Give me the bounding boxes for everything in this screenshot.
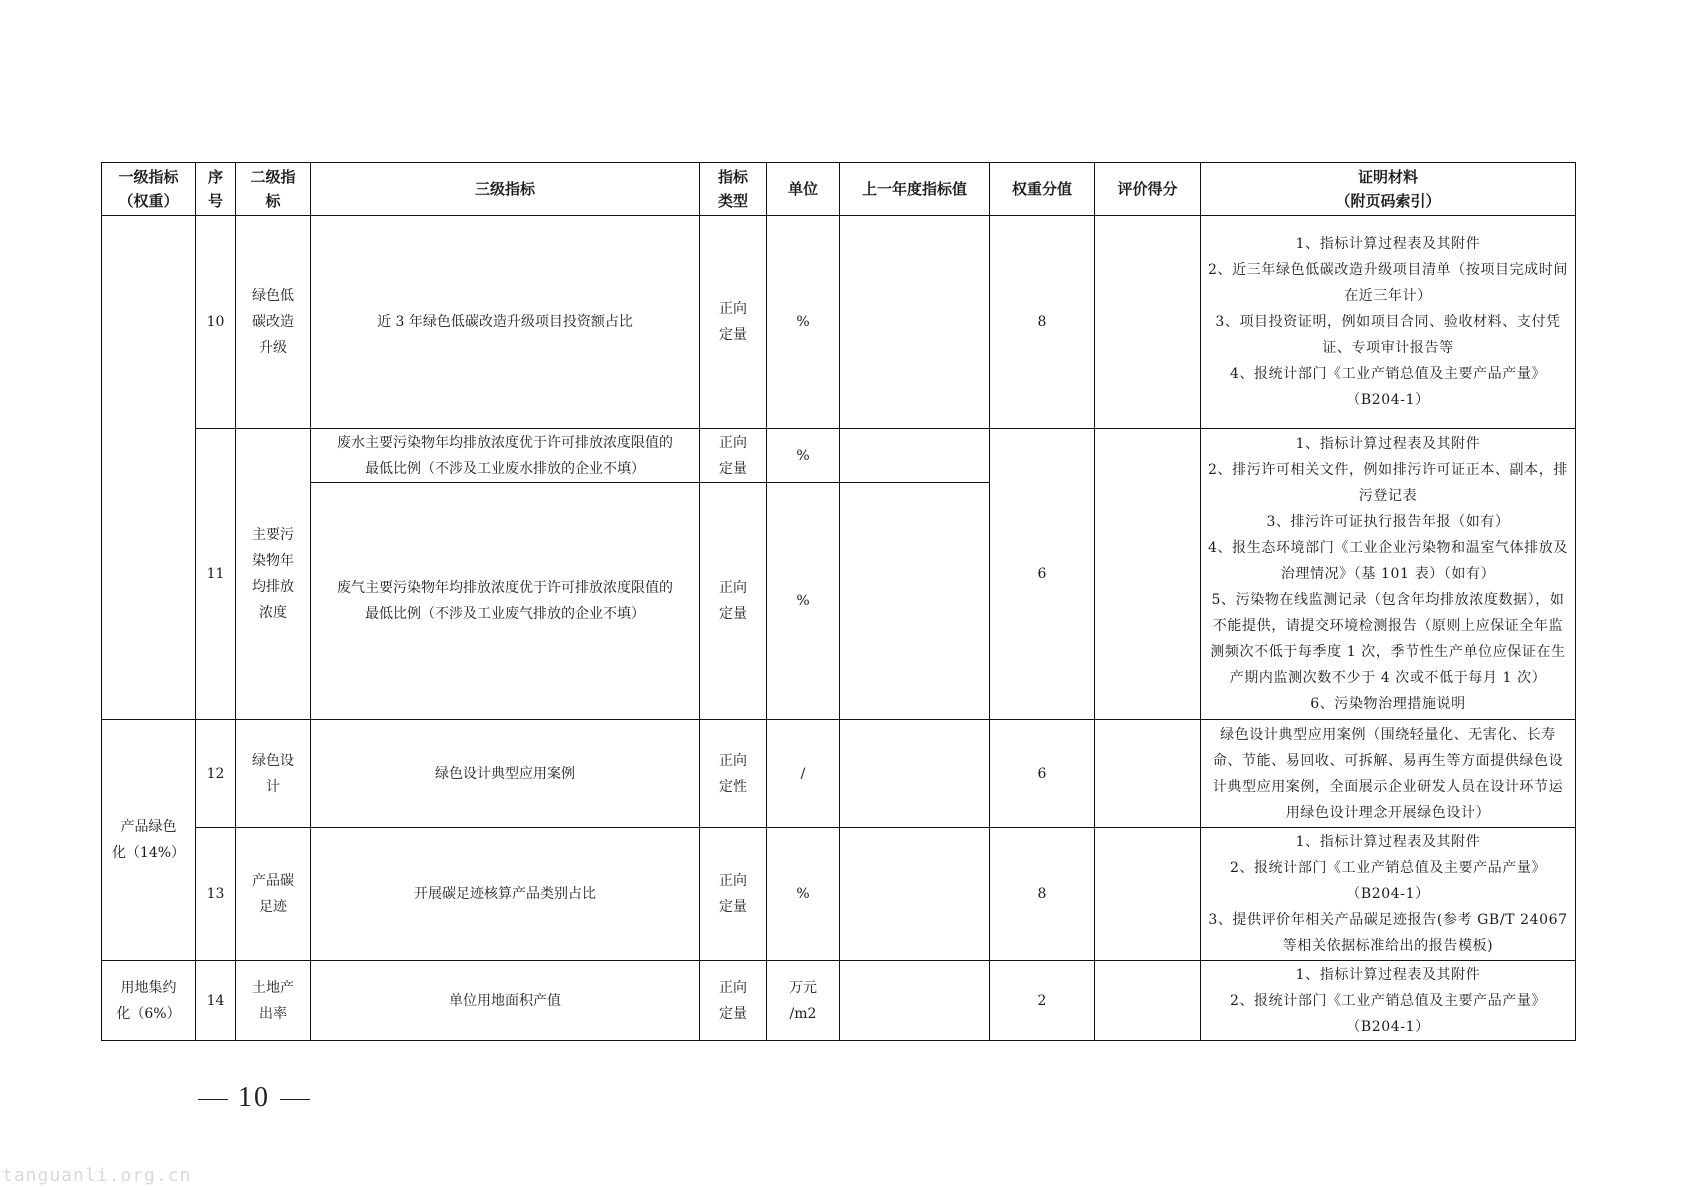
weight-cell: 6 xyxy=(990,720,1095,828)
evidence-cell xyxy=(1201,720,1576,828)
unit-cell: % xyxy=(767,429,840,483)
evidence-line: 2、报统计部门《工业产销总值及主要产品产量》（B204-1） xyxy=(1229,860,1547,902)
table-row xyxy=(102,961,1576,1041)
evidence-line: 3、排污许可证执行报告年报（如有） xyxy=(1266,514,1510,530)
level1-cell: 产品绿色 化（14%） xyxy=(102,720,196,961)
type-cell: 正向 定量 xyxy=(700,828,767,961)
type-cell: 正向 定量 xyxy=(700,483,767,720)
header-evidence: 证明材料 （附页码索引） xyxy=(1201,163,1576,216)
evidence-cell xyxy=(1201,828,1576,961)
evidence-line: 2、近三年绿色低碳改造升级项目清单（按项目完成时间在近三年计） xyxy=(1208,262,1568,304)
type-cell: 正向 定量 xyxy=(700,961,767,1041)
weight-cell: 6 xyxy=(990,429,1095,720)
level2-cell: 绿色低 碳改造 升级 xyxy=(236,216,311,429)
seq-cell: 12 xyxy=(196,720,236,828)
prev-value-cell[interactable] xyxy=(840,720,990,828)
table-row xyxy=(102,216,1576,429)
evidence-line: 3、提供评价年相关产品碳足迹报告(参考 GB/T 24067 等相关依据标准给出的报告模板) xyxy=(1208,912,1568,954)
table-row xyxy=(102,720,1576,828)
page-number-text: 10 xyxy=(238,1082,270,1113)
table-row xyxy=(102,429,1576,483)
type-cell: 正向 定性 xyxy=(700,720,767,828)
seq-cell: 14 xyxy=(196,961,236,1041)
evidence-cell xyxy=(1201,216,1576,429)
table-row xyxy=(102,828,1576,961)
level1-cell-empty xyxy=(102,216,196,720)
score-cell[interactable] xyxy=(1095,828,1201,961)
score-cell[interactable] xyxy=(1095,429,1201,720)
score-cell[interactable] xyxy=(1095,720,1201,828)
header-level2: 二级指 标 xyxy=(236,163,311,216)
header-weight: 权重分值 xyxy=(990,163,1095,216)
evidence-line: 1、指标计算过程表及其附件 xyxy=(1295,966,1481,983)
seq-cell: 10 xyxy=(196,216,236,429)
header-seq: 序 号 xyxy=(196,163,236,216)
header-score: 评价得分 xyxy=(1095,163,1201,216)
evidence-line: 1、指标计算过程表及其附件 xyxy=(1295,834,1481,850)
unit-cell: % xyxy=(767,828,840,961)
header-level3: 三级指标 xyxy=(311,163,700,216)
level3-cell: 开展碳足迹核算产品类别占比 xyxy=(311,828,700,961)
unit-cell: 万元 /m2 xyxy=(767,961,840,1041)
weight-cell: 2 xyxy=(990,961,1095,1041)
evidence-cell xyxy=(1201,961,1576,1041)
level1-cell: 用地集约 化（6%） xyxy=(102,961,196,1041)
evidence-line: 4、报生态环境部门《工业企业污染物和温室气体排放及治理情况》（基 101 表）（如有） xyxy=(1208,540,1568,582)
unit-cell: / xyxy=(767,720,840,828)
type-cell: 正向 定量 xyxy=(700,216,767,429)
level2-cell: 主要污 染物年 均排放 浓度 xyxy=(236,429,311,720)
header-unit: 单位 xyxy=(767,163,840,216)
prev-value-cell[interactable] xyxy=(840,961,990,1041)
score-cell[interactable] xyxy=(1095,961,1201,1041)
evidence-line: 6、污染物治理措施说明 xyxy=(1310,696,1466,712)
evidence-line: 2、报统计部门《工业产销总值及主要产品产量》（B204-1） xyxy=(1229,992,1547,1035)
seq-cell: 13 xyxy=(196,828,236,961)
header-row xyxy=(102,163,1576,216)
level3-cell: 近 3 年绿色低碳改造升级项目投资额占比 xyxy=(311,216,700,429)
prev-value-cell[interactable] xyxy=(840,429,990,483)
header-type: 指标 类型 xyxy=(700,163,767,216)
type-cell: 正向 定量 xyxy=(700,429,767,483)
level2-cell: 绿色设 计 xyxy=(236,720,311,828)
weight-cell: 8 xyxy=(990,828,1095,961)
prev-value-cell[interactable] xyxy=(840,483,990,720)
dash-right-icon xyxy=(280,1099,310,1101)
level3-cell: 单位用地面积产值 xyxy=(311,961,700,1041)
level3-cell: 废气主要污染物年均排放浓度优于许可排放浓度限值的 最低比例（不涉及工业废气排放的企业不填） xyxy=(311,483,700,720)
evidence-line: 1、指标计算过程表及其附件 xyxy=(1295,436,1481,452)
evidence-line: 5、污染物在线监测记录（包含年均排放浓度数据），如不能提供，请提交环境检测报告（原则上应保证全年监测频次不低于每季度 1 次，季节性生产单位应保证在生产期内监测次数不少于 4 次或不低于每月 1 次） xyxy=(1210,592,1566,686)
level3-cell: 废水主要污染物年均排放浓度优于许可排放浓度限值的 最低比例（不涉及工业废水排放的企业不填） xyxy=(311,429,700,483)
seq-cell: 11 xyxy=(196,429,236,720)
prev-value-cell[interactable] xyxy=(840,216,990,429)
evidence-line: 绿色设计典型应用案例（围绕轻量化、无害化、长寿命、节能、易回收、可拆解、易再生等方面提供绿色设计典型应用案例，全面展示企业研发人员在设计环节运用绿色设计理念开展绿色设计） xyxy=(1212,726,1564,821)
score-cell[interactable] xyxy=(1095,216,1201,429)
level3-cell: 绿色设计典型应用案例 xyxy=(311,720,700,828)
unit-cell: % xyxy=(767,216,840,429)
evidence-line: 3、项目投资证明，例如项目合同、验收材料、支付凭证、专项审计报告等 xyxy=(1215,314,1561,356)
evidence-line: 4、报统计部门《工业产销总值及主要产品产量》（B204-1） xyxy=(1229,366,1547,408)
evidence-cell xyxy=(1201,429,1576,720)
prev-value-cell[interactable] xyxy=(840,828,990,961)
page-number xyxy=(188,1082,320,1114)
level2-cell: 产品碳 足迹 xyxy=(236,828,311,961)
level2-cell: 土地产 出率 xyxy=(236,961,311,1041)
evidence-line: 1、指标计算过程表及其附件 xyxy=(1295,236,1481,252)
indicator-table xyxy=(101,162,1576,1041)
header-prev-value: 上一年度指标值 xyxy=(840,163,990,216)
evidence-line: 2、排污许可相关文件，例如排污许可证正本、副本，排污登记表 xyxy=(1208,462,1568,504)
watermark: tanguanli.org.cn xyxy=(2,1165,192,1186)
weight-cell: 8 xyxy=(990,216,1095,429)
dash-left-icon xyxy=(198,1099,228,1101)
header-level1: 一级指标 （权重） xyxy=(102,163,196,216)
unit-cell: % xyxy=(767,483,840,720)
